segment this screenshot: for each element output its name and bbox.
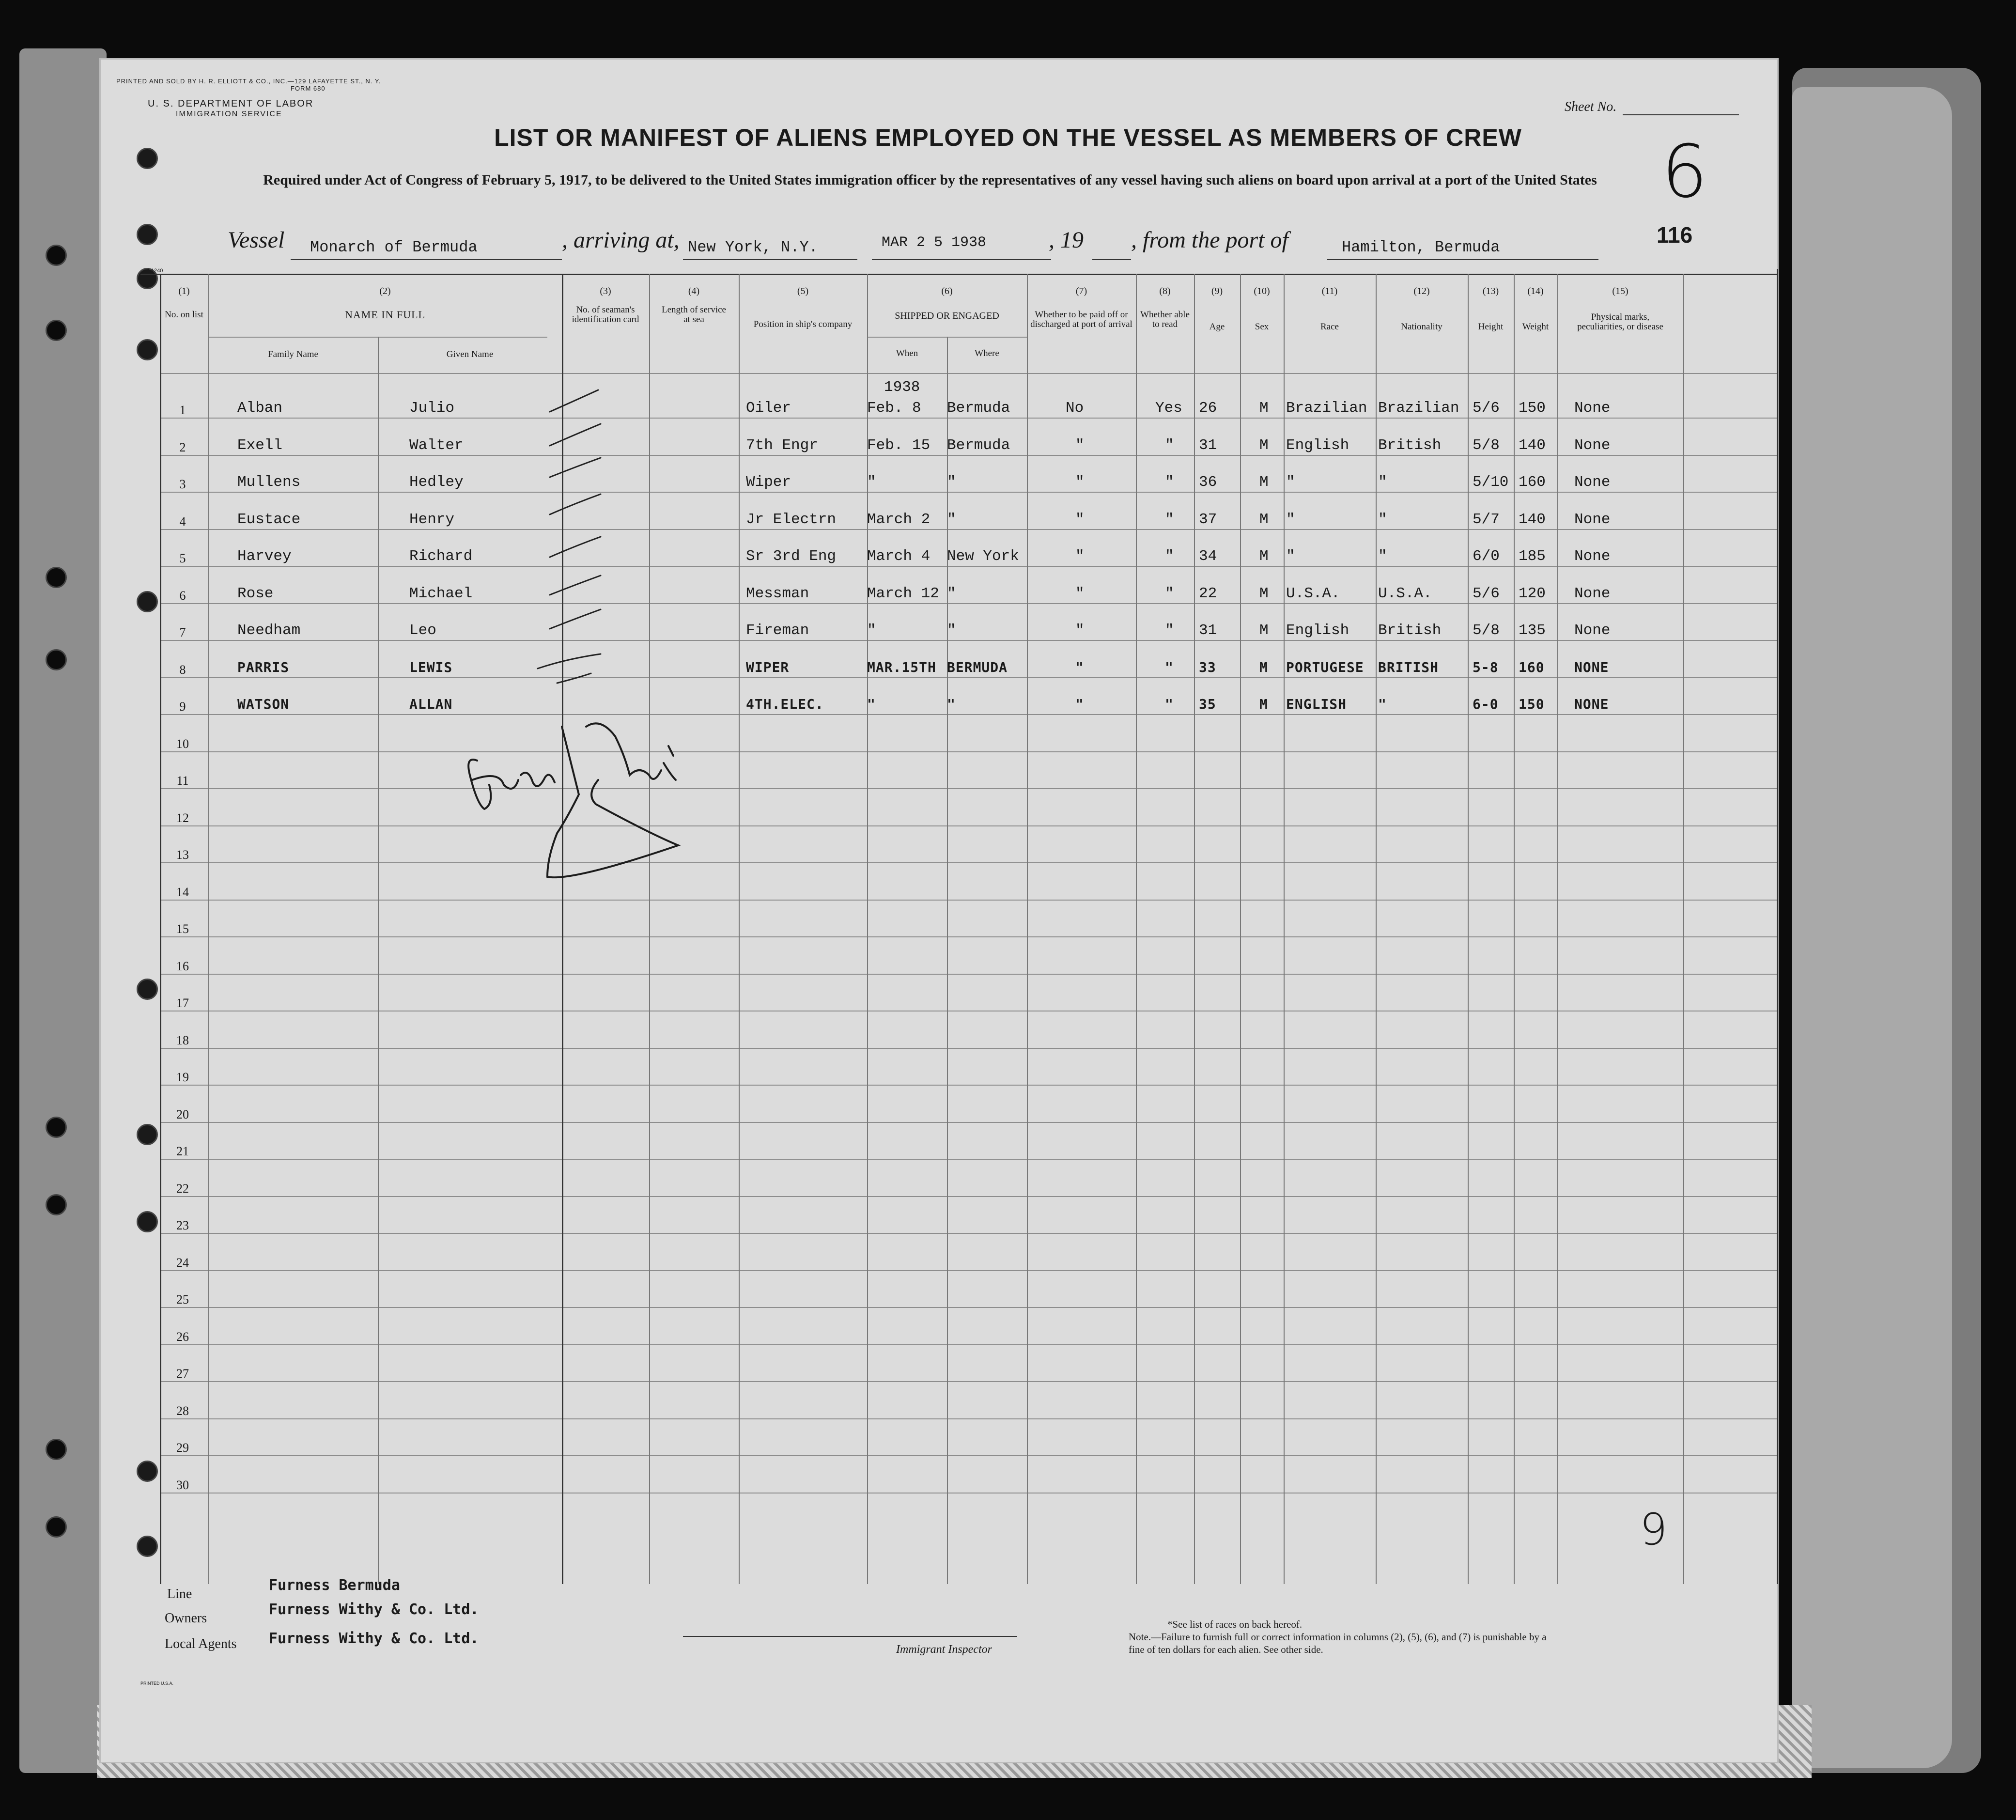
col-divider (649, 274, 650, 1584)
arriving-port: New York, N.Y. (688, 238, 818, 256)
col-number: (10) (1254, 286, 1270, 296)
cell-where: " (947, 511, 956, 528)
cell-nationality: " (1378, 548, 1387, 565)
cell-nationality: BRITISH (1378, 659, 1439, 675)
cell-nationality: British (1378, 437, 1442, 454)
cell-position: 7th Engr (746, 437, 818, 454)
cell-race: ENGLISH (1286, 696, 1347, 712)
cell-marks: None (1574, 622, 1611, 639)
row-number: 9 (179, 700, 186, 714)
row-rule (160, 1122, 1778, 1123)
row-rule (160, 1455, 1778, 1456)
form-number: FORM 680 (291, 85, 326, 92)
from-port-underline (1327, 259, 1598, 260)
row-rule (160, 640, 1778, 641)
cell-paid-off: " (1075, 474, 1085, 491)
cell-weight: 185 (1519, 548, 1546, 565)
cell-height: 5/8 (1473, 437, 1500, 454)
row-number: 12 (176, 811, 189, 825)
col-number: (8) (1159, 286, 1171, 296)
cell-position: Fireman (746, 622, 809, 639)
cell-read: " (1165, 474, 1174, 491)
cell-marks: None (1574, 585, 1611, 602)
cell-marks: None (1574, 437, 1611, 454)
cell-sex: M (1259, 400, 1269, 417)
cell-sex: M (1259, 659, 1268, 675)
cell-age: 31 (1199, 622, 1217, 639)
col-number: (12) (1413, 286, 1430, 296)
col-number: (6) (941, 286, 953, 296)
cell-paid-off: " (1075, 511, 1085, 528)
cell-height: 5/10 (1473, 474, 1509, 491)
cell-when: Feb. 8 (867, 400, 921, 417)
inspector-label: Immigrant Inspector (896, 1643, 992, 1656)
cell-read: " (1165, 511, 1174, 528)
cell-sex: M (1259, 474, 1269, 491)
cell-weight: 140 (1519, 437, 1546, 454)
local-agents-label: Local Agents (165, 1636, 237, 1651)
col-number: (11) (1321, 286, 1338, 296)
sheet-number: 6 (1661, 130, 1708, 214)
cell-sex: M (1259, 548, 1269, 565)
line-label: Line (167, 1587, 192, 1602)
col-divider (867, 274, 868, 1584)
inspector-signature-line (683, 1636, 1017, 1637)
owners-label: Owners (165, 1611, 207, 1626)
cell-marks: NONE (1574, 659, 1609, 675)
cell-family: Eustace (237, 511, 301, 528)
cell-age: 33 (1199, 659, 1216, 675)
binder-hole (137, 339, 158, 360)
cell-read: Yes (1155, 400, 1182, 417)
table-header-rule (160, 373, 1778, 374)
cell-race: PORTUGESE (1286, 659, 1364, 675)
row-number: 5 (179, 551, 186, 565)
cell-position: Sr 3rd Eng (746, 548, 837, 565)
col-number: (14) (1527, 286, 1544, 296)
cell-given: Henry (409, 511, 455, 528)
year-label: , 19 (1049, 227, 1084, 253)
col-divider (208, 274, 209, 1584)
row-number: 7 (179, 625, 186, 639)
cell-marks: NONE (1574, 696, 1609, 712)
cell-weight: 140 (1519, 511, 1546, 528)
cell-height: 6-0 (1473, 696, 1499, 712)
cell-weight: 160 (1519, 474, 1546, 491)
cell-position: Oiler (746, 400, 791, 417)
binder-hole (46, 1194, 67, 1215)
col-header-given: Given Name (446, 349, 494, 359)
cell-where: New York (947, 548, 1019, 565)
cell-marks: None (1574, 548, 1611, 565)
cell-paid-off: " (1075, 659, 1084, 675)
row-number: 20 (176, 1107, 189, 1121)
row-number: 6 (179, 589, 186, 603)
cell-given: Richard (409, 548, 473, 565)
cell-family: Mullens (237, 474, 301, 491)
local-agents-value: Furness Withy & Co. Ltd. (269, 1630, 479, 1647)
row-rule (160, 1159, 1778, 1160)
col-divider (1514, 274, 1515, 1584)
col-divider (1376, 274, 1377, 1584)
binder-hole (137, 1211, 158, 1232)
union-label: PRINTED U.S.A. (140, 1681, 174, 1686)
cell-where: " (947, 474, 956, 491)
cell-nationality: " (1378, 696, 1387, 712)
cell-read: " (1165, 622, 1174, 639)
col-number: (1) (178, 286, 190, 296)
col-divider (1557, 274, 1558, 1584)
cell-marks: None (1574, 400, 1611, 417)
binder-hole (46, 245, 67, 266)
row-rule (160, 974, 1778, 975)
cell-paid-off: " (1075, 696, 1084, 712)
cell-sex: M (1259, 511, 1269, 528)
cell-weight: 135 (1519, 622, 1546, 639)
penalty-note: Note.—Failure to furnish full or correct information in columns (2), (5), (6), and (7) is punishable by a fine of ten dollars for each alien. See other side. (1129, 1631, 1547, 1655)
cell-given: Michael (409, 585, 473, 602)
col-number: (2) (379, 286, 391, 296)
cell-race: " (1286, 548, 1295, 565)
row-rule (160, 936, 1778, 937)
cell-where: Bermuda (947, 437, 1010, 454)
row-rule (160, 1233, 1778, 1234)
col-divider (1468, 274, 1469, 1584)
printer-imprint (116, 78, 484, 92)
cell-when: March 12 (867, 585, 939, 602)
vessel-label: Vessel (228, 227, 285, 253)
binder-hole (46, 1439, 67, 1460)
table-right-rule (1777, 269, 1778, 1584)
cell-when: March 4 (867, 548, 930, 565)
cell-nationality: U.S.A. (1378, 585, 1432, 602)
binder-hole (137, 979, 158, 1000)
col-number: (4) (688, 286, 700, 296)
department-name: U. S. DEPARTMENT OF LABOR (148, 98, 314, 109)
row-rule (160, 603, 1778, 604)
row-number: 8 (179, 663, 186, 677)
row-number: 26 (176, 1330, 189, 1344)
cell-when: " (867, 622, 876, 639)
cell-weight: 120 (1519, 585, 1546, 602)
arriving-underline (683, 259, 857, 260)
page-stack-right-inner (1792, 87, 1952, 1768)
cell-race: Brazilian (1286, 400, 1367, 417)
table-top-rule (140, 274, 1778, 275)
row-number: 16 (176, 959, 189, 973)
col-divider (1240, 274, 1241, 1584)
cell-sex: M (1259, 437, 1269, 454)
races-note: *See list of races on back hereof. (1167, 1618, 1303, 1630)
cell-when: MAR.15TH (867, 659, 936, 675)
binder-left-edge (19, 48, 107, 1773)
row-rule (160, 529, 1778, 530)
col-header-when: When (896, 348, 918, 358)
cell-read: " (1165, 548, 1174, 565)
year-underline (1092, 259, 1131, 260)
cell-family: Rose (237, 585, 274, 602)
cell-where: " (947, 585, 956, 602)
row-rule (160, 900, 1778, 901)
line-value: Furness Bermuda (269, 1577, 400, 1594)
row-rule (160, 714, 1778, 715)
cell-nationality: British (1378, 622, 1442, 639)
cell-given: Julio (409, 400, 455, 417)
sheet-label: Sheet No. (1565, 99, 1617, 114)
binder-hole (46, 649, 67, 670)
col-header-read: Whether able to read (1140, 310, 1190, 329)
cell-age: 22 (1199, 585, 1217, 602)
cell-paid-off: " (1075, 548, 1085, 565)
cell-paid-off: No (1066, 400, 1084, 417)
row-rule (160, 1381, 1778, 1382)
cell-nationality: " (1378, 474, 1387, 491)
cell-age: 35 (1199, 696, 1216, 712)
row-number: 14 (176, 885, 189, 899)
cell-where: BERMUDA (947, 659, 1008, 675)
cell-family: Needham (237, 622, 301, 639)
cell-family: Exell (237, 437, 283, 454)
cell-family: Alban (237, 400, 283, 417)
row-rule (160, 825, 1778, 826)
service-name: IMMIGRATION SERVICE (176, 110, 282, 118)
cell-given: Leo (409, 622, 436, 639)
cell-read: " (1165, 585, 1174, 602)
row-number: 29 (176, 1441, 189, 1455)
cell-paid-off: " (1075, 585, 1085, 602)
row-number: 23 (176, 1218, 189, 1232)
cell-race: " (1286, 511, 1295, 528)
row-rule (160, 492, 1778, 493)
date-underline (872, 259, 1051, 260)
cell-nationality: " (1378, 511, 1387, 528)
cell-race: English (1286, 622, 1349, 639)
cell-position: WIPER (746, 659, 790, 675)
row-rule (160, 455, 1778, 456)
cell-nationality: Brazilian (1378, 400, 1459, 417)
col-header-service: Length of service at sea (662, 305, 726, 325)
col-number: (9) (1211, 286, 1223, 296)
cell-race: U.S.A. (1286, 585, 1340, 602)
col-header-age: Age (1209, 322, 1225, 332)
row-number: 11 (176, 774, 189, 788)
col-header-shipped: SHIPPED OR ENGAGED (895, 311, 999, 321)
row-rule (160, 1270, 1778, 1271)
row-number: 2 (179, 440, 186, 454)
cell-height: 5/6 (1473, 585, 1500, 602)
cell-paid-off: " (1075, 622, 1085, 639)
cell-given: LEWIS (409, 659, 453, 675)
cell-where: " (947, 622, 956, 639)
col-header-family: Family Name (268, 349, 318, 359)
binder-hole (137, 1124, 158, 1145)
row-rule (160, 1344, 1778, 1345)
cell-height: 5/8 (1473, 622, 1500, 639)
col-header-sex: Sex (1255, 322, 1269, 332)
cell-read: " (1165, 437, 1174, 454)
cell-when: Feb. 15 (867, 437, 930, 454)
page-mark: 9 (1640, 1504, 1668, 1555)
row-number: 17 (176, 996, 189, 1010)
binder-hole (137, 591, 158, 612)
printer-line: PRINTED AND SOLD BY H. R. ELLIOTT & CO., INC.—129 LAFAYETTE ST., N. Y. (116, 78, 381, 85)
col-divider (1284, 274, 1285, 1584)
binder-hole (137, 1461, 158, 1482)
col-divider (739, 274, 740, 1584)
cell-family: Harvey (237, 548, 292, 565)
row-number: 1 (179, 403, 186, 417)
cell-age: 34 (1199, 548, 1217, 565)
col-number: (3) (600, 286, 611, 296)
col-header-where: Where (975, 348, 999, 358)
binder-hole (46, 1516, 67, 1538)
document-code: 14-1240 (143, 268, 163, 274)
cell-given: Walter (409, 437, 464, 454)
col-divider (1027, 274, 1028, 1584)
row-number: 28 (176, 1404, 189, 1418)
col-number: (15) (1612, 286, 1628, 296)
cell-race: English (1286, 437, 1349, 454)
col-header-marks: Physical marks, peculiarities, or disease (1577, 312, 1663, 332)
date-stamp: MAR 2 5 1938 (882, 234, 987, 251)
cell-where: Bermuda (947, 400, 1010, 417)
row-number: 25 (176, 1292, 189, 1307)
cell-height: 6/0 (1473, 548, 1500, 565)
col-number: (5) (797, 286, 809, 296)
row-rule (160, 1418, 1778, 1419)
row-rule (160, 751, 1778, 752)
binder-hole (46, 320, 67, 341)
row-rule (160, 1307, 1778, 1308)
cell-read: " (1165, 696, 1174, 712)
cell-weight: 150 (1519, 696, 1545, 712)
row-number: 3 (179, 477, 186, 491)
cell-when: " (867, 696, 876, 712)
cell-family: WATSON (237, 696, 290, 712)
cell-marks: None (1574, 511, 1611, 528)
cell-paid-off: " (1075, 437, 1085, 454)
col-number: (13) (1482, 286, 1499, 296)
cell-sex: M (1259, 585, 1269, 602)
cell-age: 37 (1199, 511, 1217, 528)
row-number: 30 (176, 1478, 189, 1492)
row-rule (160, 1048, 1778, 1049)
cell-marks: None (1574, 474, 1611, 491)
cell-sex: M (1259, 696, 1268, 712)
vessel-name: Monarch of Bermuda (310, 238, 478, 256)
row-number: 19 (176, 1070, 189, 1084)
cell-age: 31 (1199, 437, 1217, 454)
owners-value: Furness Withy & Co. Ltd. (269, 1601, 479, 1618)
row-number: 13 (176, 848, 189, 862)
cell-read: " (1165, 659, 1174, 675)
cell-when: March 2 (867, 511, 930, 528)
cell-position: Jr Electrn (746, 511, 837, 528)
row-rule (160, 677, 1778, 678)
row-number: 4 (179, 514, 186, 529)
row-rule (160, 1085, 1778, 1086)
col-header-paid-off: Whether to be paid off or discharged at port of arrival (1030, 310, 1132, 329)
cell-age: 26 (1199, 400, 1217, 417)
cell-weight: 160 (1519, 659, 1545, 675)
row-number: 21 (176, 1144, 189, 1158)
cell-where: " (947, 696, 956, 712)
row-number: 18 (176, 1033, 189, 1047)
col-header-height: Height (1478, 322, 1504, 332)
document-subtitle: Required under Act of Congress of February 5, 1917, to be delivered to the United States immigration officer by the representatives of any vessel having such aliens on board upon arrival at a port of the United States (263, 172, 1597, 188)
cell-height: 5/7 (1473, 511, 1500, 528)
col-divider (1136, 274, 1137, 1584)
col-header-race: Race (1320, 322, 1339, 332)
col-divider (1683, 274, 1684, 1584)
row-number: 22 (176, 1182, 189, 1196)
col-header-name: NAME IN FULL (345, 309, 425, 321)
from-port-label: , from the port of (1131, 227, 1288, 253)
row-number: 27 (176, 1367, 189, 1381)
col-header-id-card: No. of seaman's identification card (572, 305, 639, 325)
col-header-nationality: Nationality (1401, 322, 1442, 332)
col-header-no: No. on list (165, 310, 203, 320)
binder-hole (46, 1117, 67, 1138)
cell-race: " (1286, 474, 1295, 491)
cell-age: 36 (1199, 474, 1217, 491)
col-header-weight: Weight (1522, 322, 1549, 332)
row-rule (160, 1196, 1778, 1197)
row-rule (160, 862, 1778, 863)
row-rule (160, 418, 1778, 419)
from-port: Hamilton, Bermuda (1342, 238, 1500, 256)
cell-height: 5/6 (1473, 400, 1500, 417)
document-title: LIST OR MANIFEST OF ALIENS EMPLOYED ON THE VESSEL AS MEMBERS OF CREW (494, 124, 1522, 151)
col-divider (1194, 274, 1195, 1584)
col-divider (378, 337, 379, 1584)
cell-family: PARRIS (237, 659, 290, 675)
footnote (1129, 1618, 1565, 1656)
cell-sex: M (1259, 622, 1269, 639)
binder-hole (46, 567, 67, 588)
binder-hole (137, 1536, 158, 1557)
row-number: 15 (176, 922, 189, 936)
cell-when: " (867, 474, 876, 491)
row-rule (160, 566, 1778, 567)
row-rule (160, 788, 1778, 789)
cell-position: 4TH.ELEC. (746, 696, 824, 712)
year-note: 1938 (884, 379, 920, 396)
vessel-underline (291, 259, 562, 260)
cell-height: 5-8 (1473, 659, 1499, 675)
col-header-position: Position in ship's company (753, 319, 853, 329)
col-number: (7) (1075, 286, 1087, 296)
arriving-label: , arriving at, (562, 227, 680, 253)
department-block (148, 98, 313, 120)
cell-position: Wiper (746, 474, 791, 491)
col-divider (562, 274, 563, 1584)
binder-hole (137, 224, 158, 245)
cell-given: ALLAN (409, 696, 453, 712)
sheet-underline (1623, 114, 1739, 115)
row-number: 24 (176, 1256, 189, 1270)
cell-position: Messman (746, 585, 809, 602)
row-number: 10 (176, 737, 189, 751)
cell-given: Hedley (409, 474, 464, 491)
cell-weight: 150 (1519, 400, 1546, 417)
stamp-number: 116 (1657, 222, 1693, 248)
